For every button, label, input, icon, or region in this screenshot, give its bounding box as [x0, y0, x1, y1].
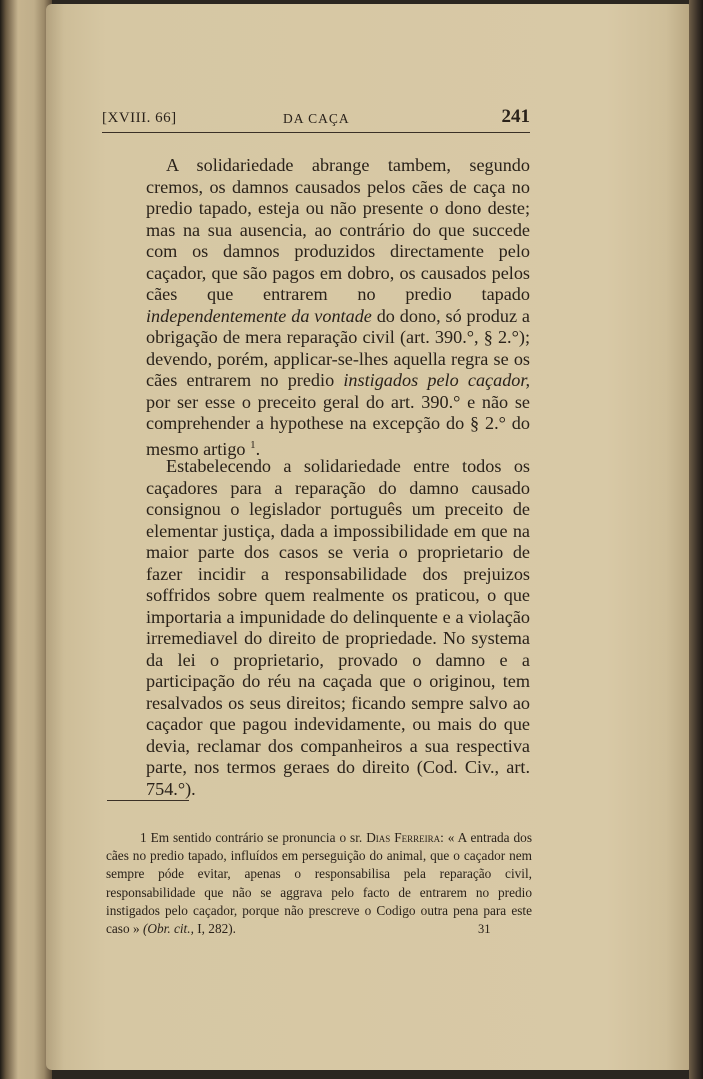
signature-mark: 31 [478, 922, 491, 936]
paragraph-1-text-c: por ser esse o preceito geral do art. 390.° e não se comprehender a hypothese na excepção do § 2.° do mesmo artigo [146, 391, 530, 459]
paragraph-2-text: Estabelecendo a solidariedade entre todos os caçadores para a reparação do damno causado consignou o legislador português um preceito de elementar justiça, dada a impossibilidade em que na maior parte dos casos se veria o proprietario de fazer incidir a responsabilidade dos prejuizos soffridos sobre quem realmente os praticou, o que importaria a impunidade do delinquente e a violação irremediavel do direito de propriedade. No systema da lei o proprietario, provado o damno e a participação do réu na caçada que o originou, tem resalvados os seus direitos; ficando sempre salvo ao caçador que pagou indevidamente, ou mais do que devia, reclamar dos companheiros a sua respectiva parte, nos termos geraes do direito (Cod. Civ., art. 754.°). [146, 456, 530, 799]
footnote-rule [107, 800, 189, 801]
footnote-citation: (Obr. cit., [142, 921, 194, 937]
paragraph-1-italic-b: instigados pelo caçador, [343, 370, 530, 390]
paragraph-1-text-b: do dono, só produz a obrigação de mera reparação civil (art. 390.°, § 2.°); devendo, porém, applicar-se-lhes aquella regra se os cães entrarem no predio [146, 305, 530, 390]
footnote-marker: 1 [140, 830, 147, 845]
left-page-edge [0, 0, 52, 1079]
footnote-lead: Em sentido contrário se pronuncia o sr. [146, 830, 367, 845]
footnote [106, 829, 532, 938]
section-reference: [XVIII. 66] [102, 110, 177, 126]
footnote-body: : « A entrada dos cães no predio tapado, influídos em perseguição do animal, que o caçador nem sempre póde evitar, apenas o responsabilisa pela reparação civil, responsabilidade que não se aggrava pelo facto de entrarem no predio instigados pelo caçador, porque não prescreve o Codigo outra pena para este caso » [106, 830, 532, 937]
running-title: DA CAÇA [283, 111, 350, 126]
footnote-reference: 1 [250, 438, 256, 451]
page-right-edge [689, 0, 703, 1079]
paragraph-1 [146, 155, 530, 460]
footnote-author: Dias Ferreira [366, 830, 441, 845]
paragraph-2 [146, 456, 530, 800]
paragraph-1-text-a: A solidariedade abrange tambem, segundo cremos, os damnos causados pelos cães de caça no predio tapado, esteja ou não presente o dono deste; mas na sua ausencia, ao contrário do que succede com os damnos produzidos directamente pelo caçador, que são pagos em dobro, os causados pelos cães que entrarem no predio tapado [146, 155, 530, 304]
page-number: 241 [501, 106, 530, 127]
footnote-tail: I, 282). [193, 921, 237, 937]
paragraph-1-end: . [255, 438, 261, 459]
running-header [102, 106, 530, 133]
paragraph-1-italic-a: independentemente da vontade [146, 305, 372, 326]
